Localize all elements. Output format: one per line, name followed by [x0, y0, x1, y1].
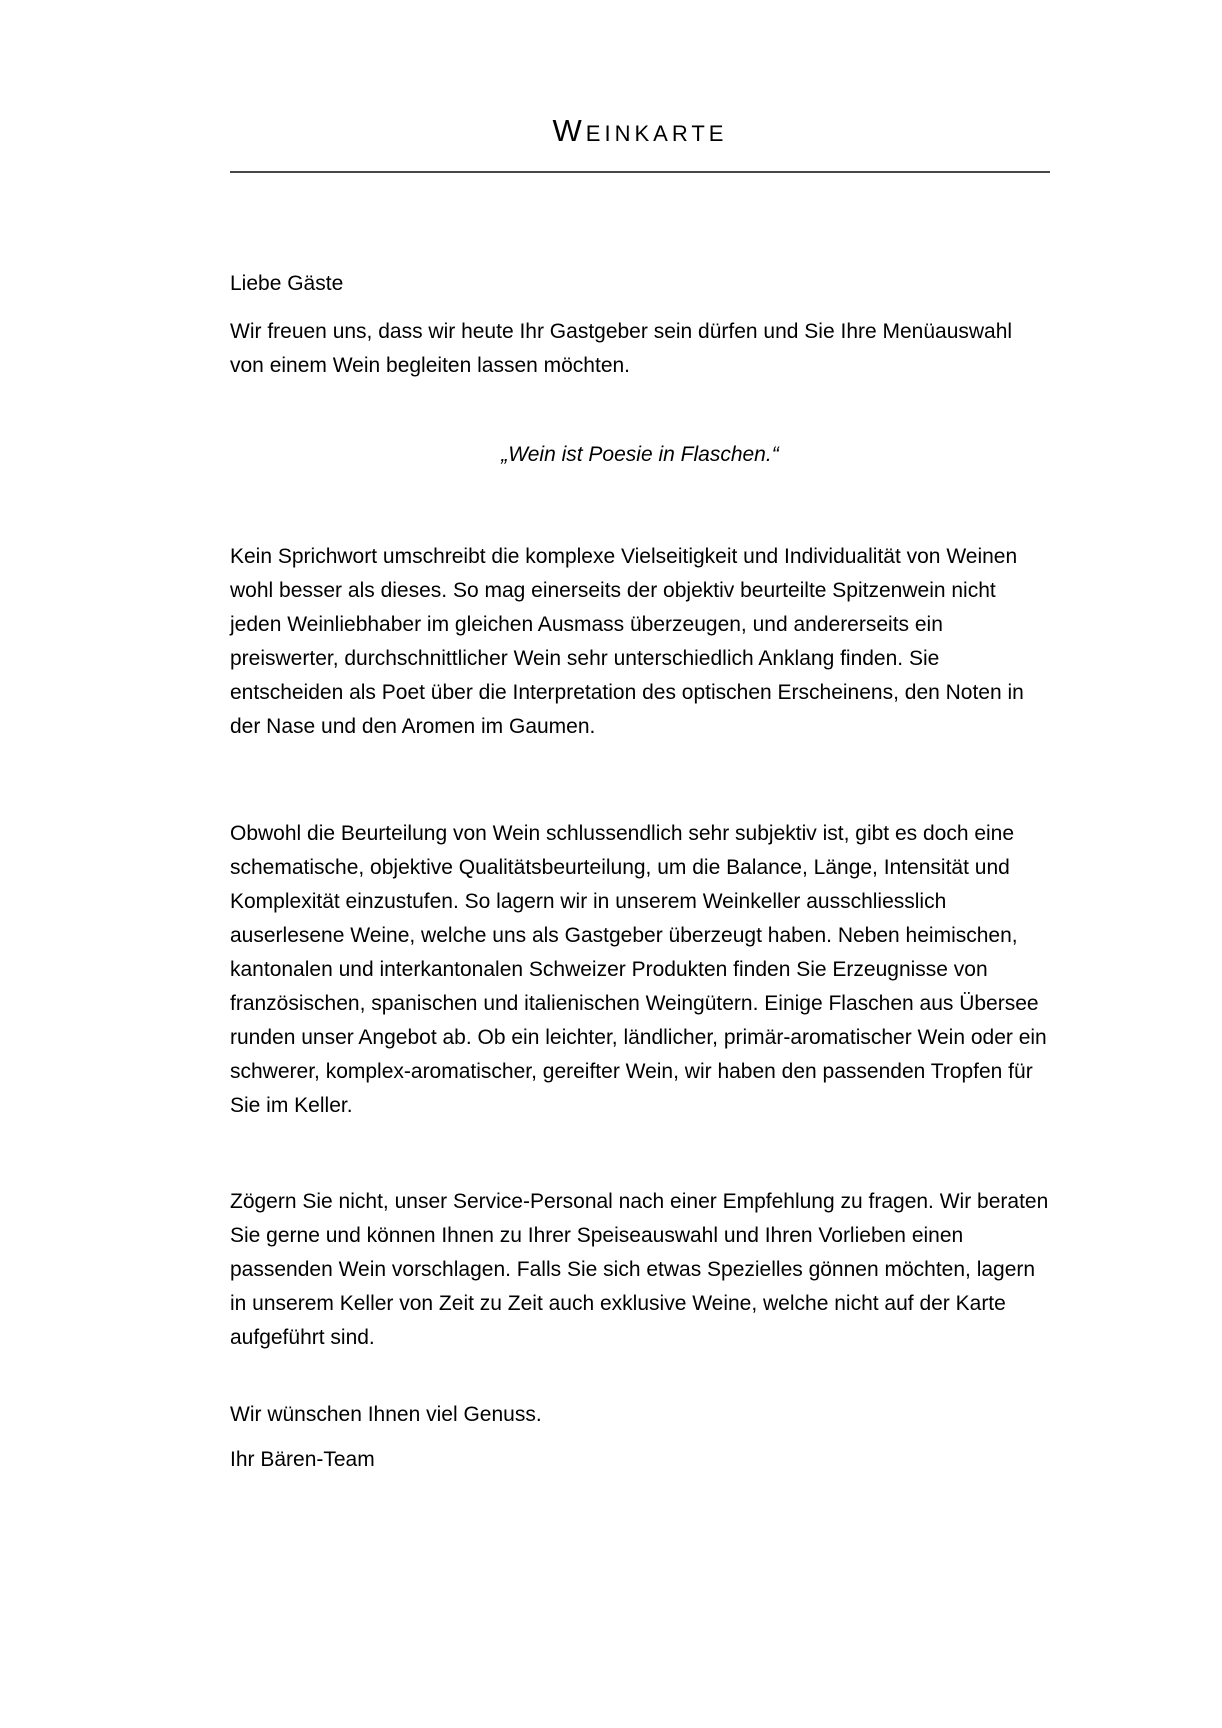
salutation: Liebe Gäste	[230, 272, 344, 295]
body-paragraph-1: Kein Sprichwort umschreibt die komplexe Vielseitigkeit und Individualität von Weinen wohl besser als dieses. So mag einerseits der objektiv beurteilte Spitzenwein nicht jeden Weinliebhaber im gleichen Ausmass überzeugen, und andererseits ein preiswerter, durchschnittlicher Wein sehr unterschiedlich Anklang finden. Sie entscheiden als Poet über die Interpretation des optischen Erscheinens, den Noten in der Nase und den Aromen im Gaumen.	[230, 545, 1024, 738]
body-paragraph-2: Obwohl die Beurteilung von Wein schlussendlich sehr subjektiv ist, gibt es doch eine schematische, objektive Qualitätsbeurteilung, um die Balance, Länge, Intensität und Komplexität einzustufen. So lagern wir in unserem Weinkeller ausschliesslich auserlesene Weine, welche uns als Gastgeber überzeugt haben. Neben heimischen, kantonalen und interkantonalen Schweizer Produkten finden Sie Erzeugnisse von französischen, spanischen und italienischen Weingütern. Einige Flaschen aus Übersee runden unser Angebot ab. Ob ein leichter, ländlicher, primär-aromatischer Wein oder ein schwerer, komplex-aromatischer, gereifter Wein, wir haben den passenden Tropfen für Sie im Keller.	[230, 822, 1047, 1117]
title-divider	[230, 171, 1050, 173]
signature-line: Ihr Bären-Team	[230, 1448, 375, 1471]
page-title: Weinkarte	[552, 113, 728, 148]
closing-line: Wir wünschen Ihnen viel Genuss.	[230, 1403, 542, 1426]
body-paragraph-3: Zögern Sie nicht, unser Service-Personal nach einer Empfehlung zu fragen. Wir beraten Sie gerne und können Ihnen zu Ihrer Speiseauswahl und Ihren Vorlieben einen passenden Wein vorschlagen. Falls Sie sich etwas Spezielles gönnen möchten, lagern in unserem Keller von Zeit zu Zeit auch exklusive Weine, welche nicht auf der Karte aufgeführt sind.	[230, 1190, 1049, 1349]
intro-paragraph: Wir freuen uns, dass wir heute Ihr Gastgeber sein dürfen und Sie Ihre Menüauswahl von einem Wein begleiten lassen möchten.	[230, 320, 1013, 377]
wine-quote: „Wein ist Poesie in Flaschen.“	[501, 443, 779, 466]
